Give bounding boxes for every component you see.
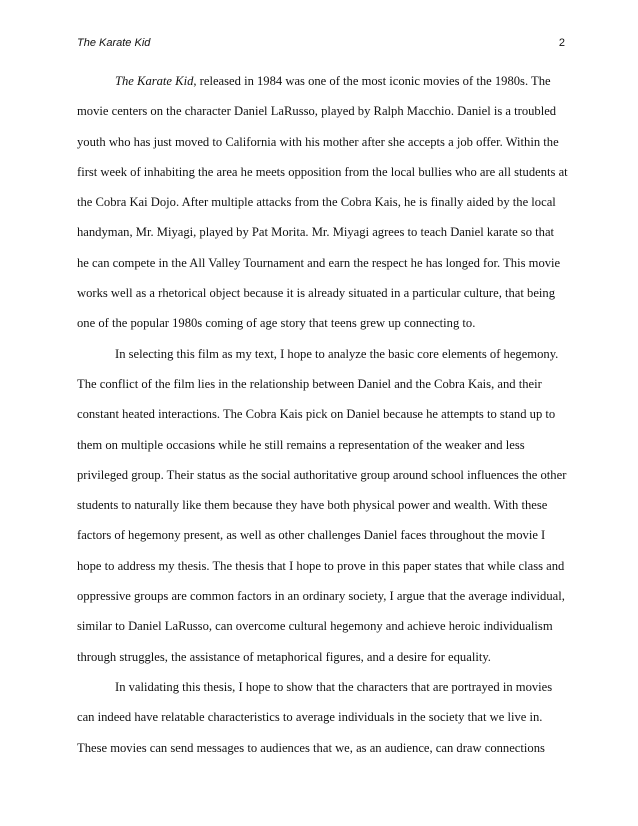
document-body	[77, 66, 569, 763]
text-line: movie centers on the character Daniel LaRusso, played by Ralph Macchio. Daniel is a troubled	[77, 104, 557, 119]
text-line: one of the popular 1980s coming of age story that teens grew up connecting to.	[77, 316, 476, 331]
text-line: works well as a rhetorical object because it is already situated in a particular culture, that being	[77, 286, 556, 301]
text-line: The conflict of the film lies in the relationship between Daniel and the Cobra Kais, and their	[77, 376, 542, 391]
text-line: privileged group. Their status as the social authoritative group around school influences the other	[77, 467, 567, 482]
paragraph-thesis	[77, 339, 569, 672]
line-text: , released in 1984 was one of the most iconic movies of the 1980s. The	[193, 74, 551, 88]
text-line: These movies can send messages to audiences that we, as an audience, can draw connections	[77, 740, 545, 755]
text-line: students to naturally like them because they have both physical power and wealth. With these	[77, 498, 548, 513]
text-line: can indeed have relatable characteristics to average individuals in the society that we live in.	[77, 710, 543, 725]
text-line: youth who has just moved to California with his mother after she accepts a job offer. Within the	[77, 134, 559, 149]
text-line: similar to Daniel LaRusso, can overcome cultural hegemony and achieve heroic individualism	[77, 619, 553, 634]
text-line: In validating this thesis, I hope to show that the characters that are portrayed in movies	[115, 679, 553, 694]
paragraph-intro	[77, 66, 569, 339]
text-line: hope to address my thesis. The thesis that I hope to prove in this paper states that while class and	[77, 558, 565, 573]
page-header	[77, 37, 565, 53]
running-head-title: The Karate Kid	[77, 37, 151, 49]
text-line: the Cobra Kai Dojo. After multiple attacks from the Cobra Kais, he is finally aided by the local	[77, 195, 556, 210]
text-line: handyman, Mr. Miyagi, played by Pat Morita. Mr. Miyagi agrees to teach Daniel karate so that	[77, 225, 555, 240]
text-line: them on multiple occasions while he still remains a representation of the weaker and less	[77, 437, 525, 452]
text-line: factors of hegemony present, as well as other challenges Daniel faces throughout the movie I	[77, 528, 546, 543]
text-line: first week of inhabiting the area he meets opposition from the local bullies who are all students at	[77, 164, 568, 179]
text-line: oppressive groups are common factors in an ordinary society, I argue that the average individual,	[77, 589, 565, 604]
page-number: 2	[558, 37, 565, 49]
text-line	[77, 66, 569, 96]
text-line: he can compete in the All Valley Tournament and earn the respect he has longed for. This movie	[77, 255, 561, 270]
text-line: In selecting this film as my text, I hope to analyze the basic core elements of hegemony.	[115, 346, 559, 361]
paragraph-validation	[77, 672, 569, 763]
film-title-italic: The Karate Kid	[115, 74, 194, 88]
text-line: constant heated interactions. The Cobra Kais pick on Daniel because he attempts to stand up to	[77, 407, 556, 422]
text-line: through struggles, the assistance of metaphorical figures, and a desire for equality.	[77, 649, 491, 664]
